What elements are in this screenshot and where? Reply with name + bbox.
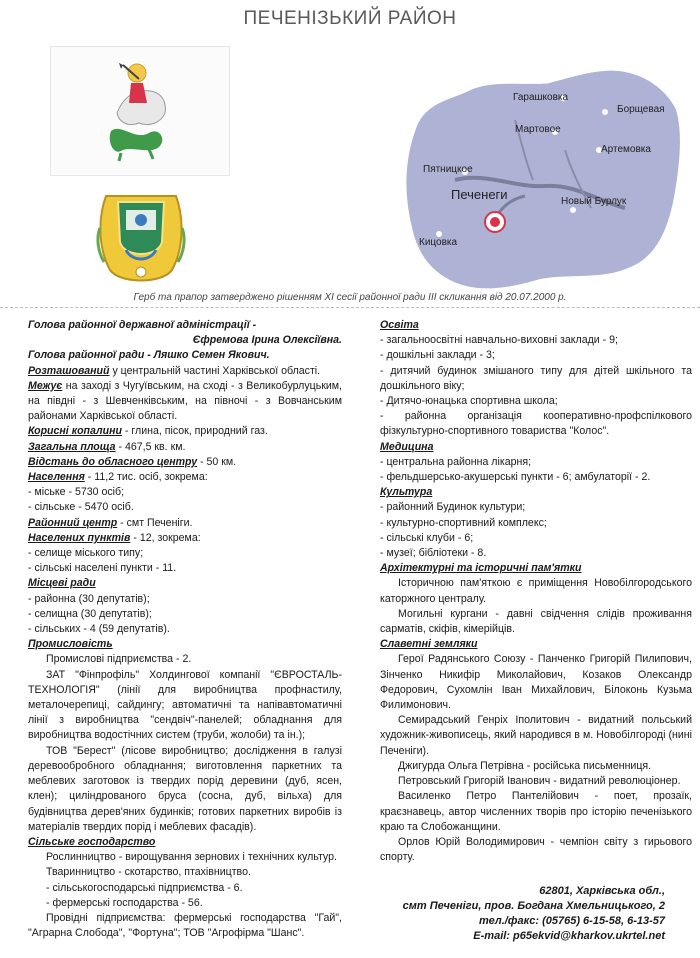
famous-para: Петровський Григорій Іванович - видатний революціонер.: [398, 775, 681, 788]
minerals-text: - глина, пісок, природний газ.: [121, 425, 268, 438]
head-council-name: Ляшко Семен Якович.: [150, 349, 270, 362]
map-town-pyatnitskoe: [423, 164, 473, 175]
district-map: [395, 60, 685, 300]
councils-item: - районна (30 депутатів);: [28, 592, 150, 605]
emblem-caption: Герб та прапор затверджено рішенням XI сесії районної ради III скликання від 20.07.2000 р.: [133, 292, 567, 303]
medicine-item: - центральна районна лікарня;: [380, 455, 532, 468]
head-admin-label: Голова районної державної адміністрації -: [28, 319, 257, 331]
contact-line-email[interactable]: E-mail: p65ekvid@kharkov.ukrtel.net: [473, 930, 665, 942]
industry-label: Промисловість: [28, 638, 113, 651]
medicine-item: - фельдшерсько-акушерські пункти - 6; амбулаторії - 2.: [380, 471, 651, 484]
culture-label: Культура: [380, 486, 433, 499]
map-label-kitsovka: Кицовка: [419, 237, 458, 248]
settlements-item: - селище міського типу;: [28, 547, 144, 560]
agri-para: Провідні підприємства: фермерські господарства "Гай", "Аграрна Слобода", "Фортуна"; ТОВ "Агрофірма "Шанс".: [28, 911, 342, 940]
agri-para: - сільськогосподарські підприємства - 6.: [46, 881, 243, 894]
map-town-garashkovka: [513, 92, 569, 103]
map-district-center-marker: [485, 212, 505, 232]
contact-block: [390, 884, 665, 944]
famous-para: Герої Радянського Союзу - Панченко Григорій Пилипович, Зінченко Никифір Миколайович, Козаков Олександр Федорович, Сухомлін Іван Михайлович, Білоконь Кузьма Филимонович.: [380, 653, 692, 712]
industry-para: Промислові підприємства - 2.: [46, 653, 192, 666]
borders-text: на заході з Чугуївським, на сході - з Великобурлуцьким, на півдні - з Шевченківським, на півночі - з Вовчанським районами Харківської області.: [28, 379, 342, 423]
location-label: Розташований: [28, 364, 110, 377]
famous-label: Славетні земляки: [380, 638, 478, 651]
area-text: - 467,5 кв. км.: [115, 440, 186, 453]
map-label-garashkovka: Гарашковка: [513, 92, 569, 103]
agri-para: Тваринництво - скотарство, птахівництво.: [46, 866, 251, 879]
education-item: - дошкільні заклади - 3;: [380, 349, 495, 362]
location-text: у центральній частині Харківської області.: [109, 364, 321, 377]
councils-item: - селищна (30 депутатів);: [28, 607, 152, 620]
culture-item: - районний Будинок культури;: [380, 501, 526, 514]
famous-para: Орлов Юрій Володимирович - чемпіон світу з гирьового спорту.: [380, 835, 692, 864]
industry-para: ТОВ "Берест" (лісове виробництво; дослідження в галузі деревообробного обладнання; виготовлення паркетних та меблевих заготовок із твердих порід деревини (дуб, ясен, клен); циліндрованого бруса (сосна, дуб, вільха) для будівництва дерев'яних будинків; готових паркетних виробів із матеріалів твердих порід і меблевих фасадів).: [28, 744, 342, 833]
distance-label: Відстань до обласного центру: [28, 455, 198, 468]
coat-of-arms: [96, 188, 186, 288]
map-label-martovoe: Мартовое: [515, 124, 561, 135]
agri-label: Сільське господарство: [28, 835, 156, 848]
famous-para: Василенко Петро Пантелійович - поет, прозаїк, краєзнавець, автор численних творів про історію печенізького краю та Слобожанщини.: [380, 790, 692, 833]
monuments-para: Історичною пам'яткою є приміщення Новобілгородського каторжного централу.: [380, 577, 692, 605]
borders-label: Межує: [28, 379, 63, 392]
distance-text: - 50 км.: [197, 455, 237, 468]
industry-para: ЗАТ "Фінпрофіль" Холдингової компанії "ЄВРОСТАЛЬ-ТЕХНОЛОГІЯ" (лінії для виробництва профнастилу, металочерепиці, сайдингу; автоматичні та напівавтоматичні лінії з виробництва "сендвіч"-панелей; обладнання для виробництва водостічних систем (труби, жолоби) та ін.);: [28, 668, 342, 742]
famous-para: Джигурда Ольга Петрівна - російська письменниця.: [398, 759, 652, 772]
population-label: Населення: [28, 471, 85, 484]
map-label-pechenegi: Печенеги: [451, 187, 508, 202]
map-label-borshchevaya: Борщевая: [617, 104, 665, 115]
education-item: - районна організація кооперативно-профспілкового фізкультурно-спортивного товариства "Колос".: [380, 410, 692, 438]
map-label-pyatnitskoe: Пятницкое: [423, 164, 473, 175]
culture-item: - сільські клуби - 6;: [380, 531, 474, 544]
head-council-label: Голова районної ради -: [28, 349, 151, 362]
area-label: Загальна площа: [28, 440, 116, 453]
councils-label: Місцеві ради: [28, 577, 96, 590]
councils-item: - сільських - 4 (59 депутатів).: [28, 623, 170, 636]
culture-item: - музеї; бібліотеки - 8.: [380, 547, 487, 560]
right-column: [380, 318, 692, 865]
population-item: - сільське - 5470 осіб.: [28, 501, 134, 514]
education-item: - загальноосвітні навчально-виховні заклади - 9;: [380, 334, 618, 347]
settlements-text: - 12, зокрема:: [130, 531, 201, 544]
left-column: [28, 318, 342, 941]
contact-line-phone: тел./факс: (05765) 6-15-58, 6-13-57: [478, 915, 665, 927]
map-label-artemovka: Артемовка: [601, 144, 651, 155]
center-text: - смт Печеніги.: [117, 516, 193, 529]
minerals-label: Корисні копалини: [28, 425, 122, 438]
center-label: Районний центр: [28, 516, 118, 529]
page-title: ПЕЧЕНІЗЬКИЙ РАЙОН: [243, 8, 457, 29]
culture-item: - культурно-спортивний комплекс;: [380, 516, 547, 529]
district-flag: [50, 46, 230, 176]
agri-para: - фермерські господарства - 56.: [46, 896, 203, 909]
contact-line-region: 62801, Харківська обл.,: [539, 885, 665, 897]
education-label: Освіта: [380, 319, 419, 331]
population-item: - міське - 5730 осіб;: [28, 486, 125, 499]
education-item: - Дитячо-юнацька спортивна школа;: [380, 395, 558, 408]
population-text: - 11,2 тис. осіб, зокрема:: [84, 471, 208, 484]
settlements-label: Населених пунктів: [28, 531, 131, 544]
settlements-item: - сільські населені пункти - 11.: [28, 562, 177, 575]
agri-para: Рослинництво - вирощування зернових і технічних культур.: [46, 851, 337, 864]
map-town-artemovka: [596, 144, 651, 155]
contact-line-address: смт Печеніги, пров. Богдана Хмельницького, 2: [402, 900, 665, 912]
map-label-noviy-burluk: Новый Бурлук: [561, 196, 627, 207]
education-item: - дитячий будинок змішаного типу для дітей шкільного та дошкільного віку;: [380, 364, 692, 392]
section-divider: [0, 307, 700, 308]
monuments-para: Могильні кургани - давні свідчення слідів проживання сарматів, скіфів, кімерійців.: [380, 607, 692, 636]
head-admin-name: Єфремова Ірина Олексіївна.: [192, 334, 342, 347]
monuments-label: Архітектурні та історичні пам'ятки: [380, 562, 582, 575]
medicine-label: Медицина: [380, 440, 434, 453]
famous-para: Семирадський Генріх Іполитович - видатний польський художник-живописець, який народився в м. Новобілгороді (нині Печеніги).: [380, 714, 692, 757]
map-town-martovoe: [515, 124, 561, 135]
